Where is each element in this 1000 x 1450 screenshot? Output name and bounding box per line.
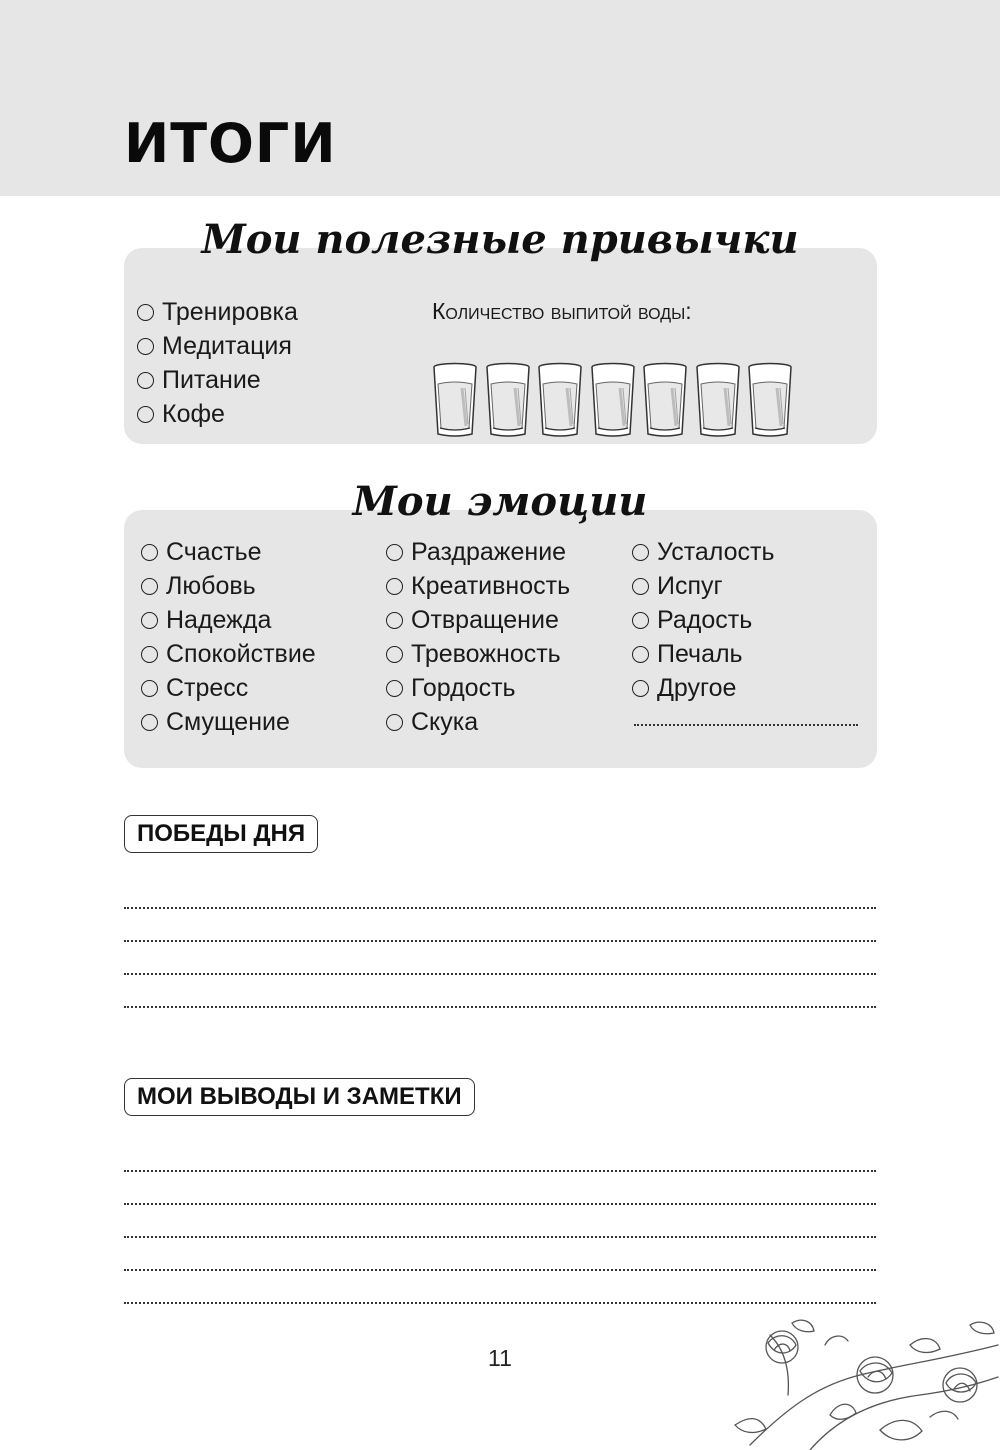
emotion-label: Печаль [657, 639, 743, 668]
water-glass-icon[interactable] [485, 362, 531, 438]
habits-list [137, 295, 298, 431]
other-emotion-write-line[interactable] [634, 724, 858, 726]
notes-write-line[interactable] [124, 1236, 876, 1238]
checkbox-circle-icon[interactable] [141, 646, 158, 663]
emotions-heading: Мои эмоции [352, 478, 648, 525]
emotion-item[interactable] [632, 535, 775, 569]
checkbox-circle-icon[interactable] [632, 680, 649, 697]
emotion-label: Скука [411, 707, 479, 736]
emotion-item[interactable] [632, 569, 775, 603]
emotion-item[interactable] [141, 705, 316, 739]
checkbox-circle-icon[interactable] [141, 714, 158, 731]
emotion-label: Гордость [411, 673, 516, 702]
habit-label: Медитация [162, 331, 292, 360]
emotion-label: Усталость [657, 537, 775, 566]
emotion-item[interactable] [141, 637, 316, 671]
emotions-column-3 [632, 535, 775, 705]
emotion-item[interactable] [141, 603, 316, 637]
emotion-item[interactable] [386, 603, 570, 637]
water-glass-icon[interactable] [695, 362, 741, 438]
notes-write-line[interactable] [124, 1302, 876, 1304]
wins-write-line[interactable] [124, 940, 876, 942]
emotion-label: Смущение [166, 707, 290, 736]
wins-write-line[interactable] [124, 1006, 876, 1008]
checkbox-circle-icon[interactable] [141, 612, 158, 629]
checkbox-circle-icon[interactable] [386, 612, 403, 629]
emotion-item[interactable] [141, 671, 316, 705]
emotion-item[interactable] [141, 535, 316, 569]
checkbox-circle-icon[interactable] [137, 304, 154, 321]
habit-item[interactable] [137, 295, 298, 329]
emotion-label: Тревожность [411, 639, 561, 668]
wins-label: ПОБЕДЫ ДНЯ [124, 815, 318, 853]
checkbox-circle-icon[interactable] [386, 680, 403, 697]
page-number: 11 [488, 1345, 512, 1371]
habit-label: Кофе [162, 399, 225, 428]
emotion-item[interactable] [386, 535, 570, 569]
floral-decoration-icon [730, 1305, 1000, 1450]
emotion-label: Испуг [657, 571, 723, 600]
checkbox-circle-icon[interactable] [386, 544, 403, 561]
checkbox-circle-icon[interactable] [386, 714, 403, 731]
checkbox-circle-icon[interactable] [632, 544, 649, 561]
checkbox-circle-icon[interactable] [632, 578, 649, 595]
emotion-item[interactable] [386, 637, 570, 671]
habits-heading: Мои полезные привычки [201, 216, 799, 263]
notes-label: МОИ ВЫВОДЫ И ЗАМЕТКИ [124, 1078, 475, 1116]
emotion-item[interactable] [386, 569, 570, 603]
checkbox-circle-icon[interactable] [141, 578, 158, 595]
emotion-item[interactable] [632, 637, 775, 671]
habit-label: Тренировка [162, 297, 298, 326]
emotion-item[interactable] [386, 705, 570, 739]
emotion-item[interactable] [386, 671, 570, 705]
emotion-label: Радость [657, 605, 753, 634]
checkbox-circle-icon[interactable] [632, 646, 649, 663]
water-glass-icon[interactable] [590, 362, 636, 438]
emotion-label: Стресс [166, 673, 249, 702]
checkbox-circle-icon[interactable] [137, 338, 154, 355]
header-band [0, 0, 1000, 196]
emotion-label: Счастье [166, 537, 262, 566]
water-glass-icon[interactable] [642, 362, 688, 438]
emotion-label: Раздражение [411, 537, 567, 566]
habit-label: Питание [162, 365, 261, 394]
checkbox-circle-icon[interactable] [386, 578, 403, 595]
emotion-label: Любовь [166, 571, 256, 600]
notes-write-line[interactable] [124, 1170, 876, 1172]
emotions-column-2 [386, 535, 570, 739]
emotions-column-1 [141, 535, 316, 739]
notes-write-line[interactable] [124, 1203, 876, 1205]
page-title: ИТОГИ [124, 112, 337, 175]
wins-write-line[interactable] [124, 973, 876, 975]
checkbox-circle-icon[interactable] [386, 646, 403, 663]
emotion-item[interactable] [632, 671, 775, 705]
water-label: Количество выпитой воды: [432, 298, 692, 324]
checkbox-circle-icon[interactable] [137, 406, 154, 423]
checkbox-circle-icon[interactable] [632, 612, 649, 629]
notes-write-line[interactable] [124, 1269, 876, 1271]
checkbox-circle-icon[interactable] [141, 544, 158, 561]
emotion-item[interactable] [632, 603, 775, 637]
emotion-label: Надежда [166, 605, 272, 634]
emotion-label: Отвращение [411, 605, 559, 634]
habit-item[interactable] [137, 363, 298, 397]
checkbox-circle-icon[interactable] [137, 372, 154, 389]
habit-item[interactable] [137, 329, 298, 363]
emotion-label: Спокойствие [166, 639, 316, 668]
emotion-label: Креативность [411, 571, 571, 600]
water-glass-icon[interactable] [747, 362, 793, 438]
water-glass-icon[interactable] [537, 362, 583, 438]
checkbox-circle-icon[interactable] [141, 680, 158, 697]
habit-item[interactable] [137, 397, 298, 431]
wins-write-line[interactable] [124, 907, 876, 909]
emotion-label: Другое [657, 673, 737, 702]
emotion-item[interactable] [141, 569, 316, 603]
water-glass-icon[interactable] [432, 362, 478, 438]
